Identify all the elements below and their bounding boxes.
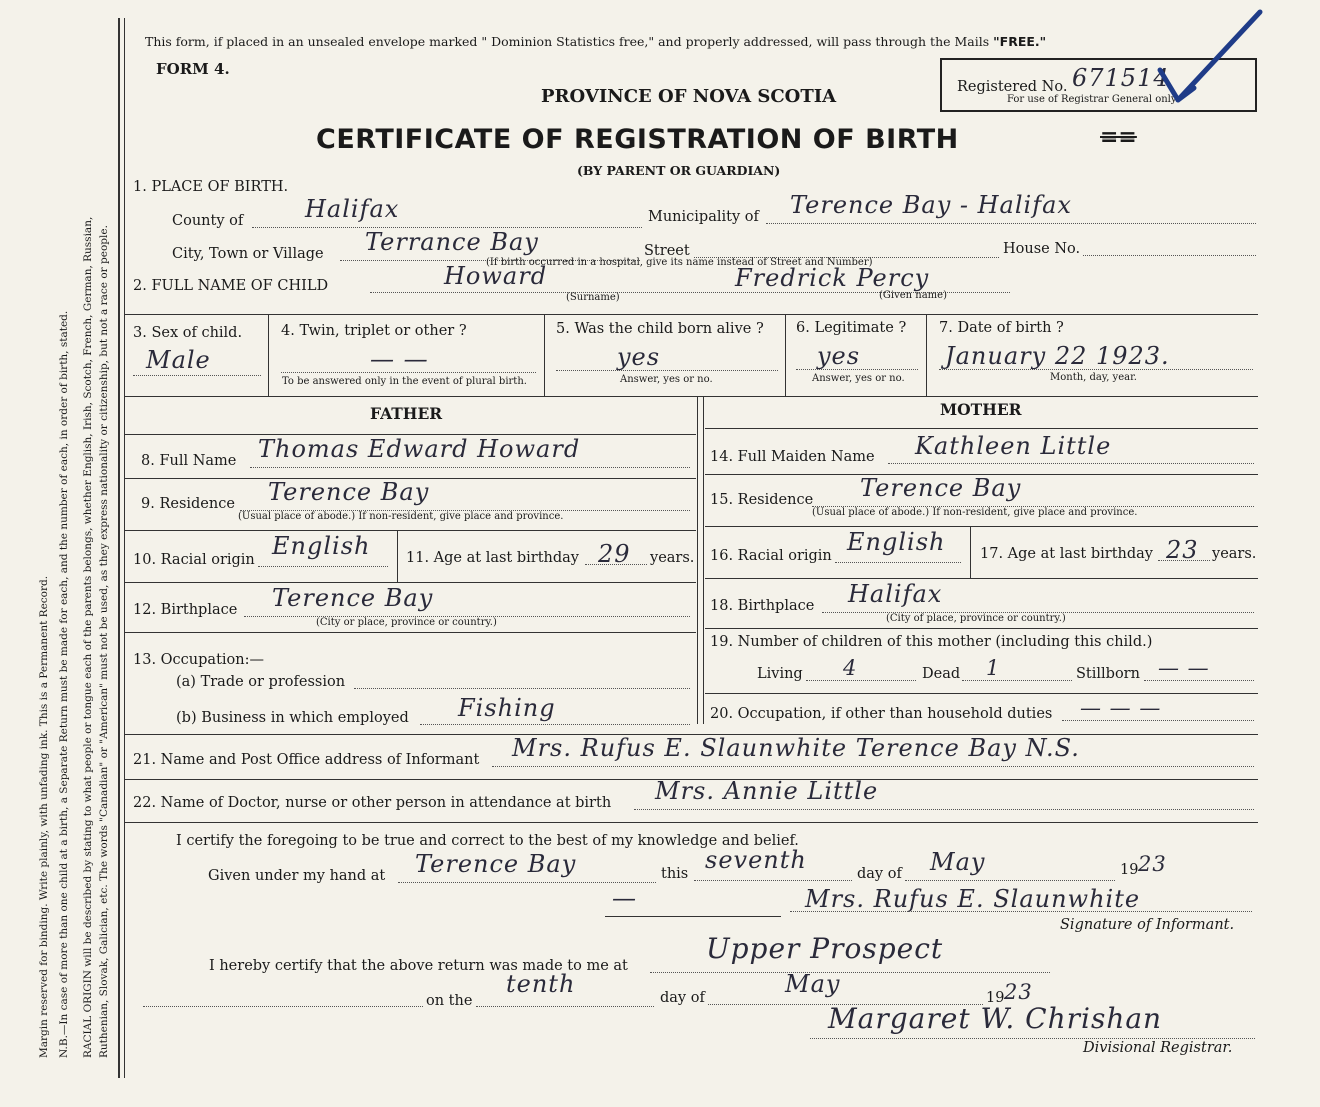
registrar-day-value: tenth — [506, 970, 576, 998]
certify-day-value: seventh — [705, 846, 807, 874]
mother-occupation-value: — — — — [1080, 696, 1162, 720]
father-residence-note: (Usual place of abode.) If non-resident, give place and province. — [238, 511, 564, 522]
this-label: this — [661, 866, 689, 882]
father-age-value: 29 — [598, 540, 631, 568]
binding-margin-line-inner — [124, 18, 125, 1078]
doctor-label: 22. Name of Doctor, nurse or other person in attendance at birth — [133, 795, 612, 811]
living-label: Living — [757, 666, 803, 682]
municipality-label: Municipality of — [648, 209, 759, 225]
mother-racial-value: English — [847, 528, 946, 556]
given-label: Given under my hand at — [208, 868, 386, 884]
father-birthplace-label: 12. Birthplace — [133, 602, 238, 618]
registrar-year-prefix: 19 — [986, 990, 1005, 1006]
twin-value: — — — [370, 345, 429, 373]
place-of-birth-label: 1. PLACE OF BIRTH. — [133, 179, 289, 195]
legitimate-value: yes — [817, 342, 861, 370]
certify-month-value: May — [930, 848, 986, 876]
mother-birthplace-value: Halifax — [848, 580, 943, 608]
registrar-note: For use of Registrar General only. — [1007, 94, 1179, 105]
hospital-note: (If birth occurred in a hospital, give its name instead of Street and Number) — [486, 257, 873, 268]
struck-mark: ≡≡ — [1100, 124, 1137, 150]
father-occupation-label: 13. Occupation:— — [133, 652, 264, 668]
father-residence-label: 9. Residence — [141, 496, 235, 512]
informant-mark: — — [612, 884, 637, 912]
margin-note-2: N.B.—In case of more than one child at a birth, a Separate Return must be made for each, and the number of each, in order of birth, stated. — [58, 310, 70, 1058]
house-label: House No. — [1003, 241, 1081, 257]
father-birthplace-note: (City or place, province or country.) — [316, 617, 497, 628]
registrar-place-value: Upper Prospect — [706, 932, 944, 965]
doctor-value: Mrs. Annie Little — [655, 777, 879, 805]
municipality-value: Terence Bay - Halifax — [790, 191, 1072, 219]
certify-year-prefix: 19 — [1120, 862, 1139, 878]
mail-notice: This form, if placed in an unsealed envelope marked " Dominion Statistics free," and properly addressed, will pass through the Mails "FREE." — [145, 34, 1047, 49]
binding-margin-line — [118, 18, 120, 1078]
registrar-year-value: 23 — [1004, 980, 1033, 1004]
registrar-dayof-label: day of — [660, 990, 705, 1006]
city-value: Terrance Bay — [365, 228, 539, 256]
mother-name-label: 14. Full Maiden Name — [710, 449, 875, 465]
mother-birthplace-label: 18. Birthplace — [710, 598, 815, 614]
father-name-label: 8. Full Name — [141, 453, 237, 469]
free-label: "FREE." — [993, 34, 1047, 49]
mother-residence-label: 15. Residence — [710, 492, 814, 508]
certificate-title: CERTIFICATE OF REGISTRATION OF BIRTH — [316, 124, 959, 155]
mother-years: years. — [1212, 546, 1257, 562]
certificate-subtitle: (BY PARENT OR GUARDIAN) — [577, 163, 781, 178]
child-name-label: 2. FULL NAME OF CHILD — [133, 278, 329, 294]
informant-mark-line — [605, 916, 781, 917]
alive-value: yes — [617, 343, 661, 371]
form-number: FORM 4. — [156, 60, 230, 78]
dob-value: January 22 1923. — [945, 342, 1170, 370]
father-name-value: Thomas Edward Howard — [258, 435, 581, 463]
mother-age-value: 23 — [1166, 536, 1199, 564]
margin-note-1: Margin reserved for binding. Write plainly, with unfading ink. This is a Permanent Record. — [38, 575, 50, 1058]
given-place-value: Terence Bay — [415, 850, 577, 878]
twin-label: 4. Twin, triplet or other ? — [281, 323, 467, 339]
father-business-label: (b) Business in which employed — [176, 710, 409, 726]
county-value: Halifax — [305, 195, 400, 223]
stillborn-value: — — — [1158, 656, 1210, 680]
mother-age-label: 17. Age at last birthday — [980, 546, 1153, 562]
surname-caption: (Surname) — [566, 292, 620, 303]
certify-statement: I certify the foregoing to be true and correct to the best of my knowledge and belief. — [176, 833, 799, 849]
registrar-month-value: May — [785, 970, 841, 998]
child-surname: Howard — [444, 262, 548, 290]
alive-note: Answer, yes or no. — [620, 374, 713, 385]
informant-signature: Mrs. Rufus E. Slaunwhite — [805, 885, 1141, 913]
mother-heading: MOTHER — [940, 400, 1022, 419]
stillborn-label: Stillborn — [1076, 666, 1140, 682]
father-business-value: Fishing — [458, 694, 556, 722]
county-label: County of — [172, 213, 244, 229]
informant-value: Mrs. Rufus E. Slaunwhite Terence Bay N.S. — [512, 734, 1080, 762]
father-age-label: 11. Age at last birthday — [406, 550, 579, 566]
informant-signature-label: Signature of Informant. — [1060, 917, 1235, 933]
margin-note-4: Ruthenian, Slovak, Galician, etc. The words "Canadian" or "American" must not be used, as they express nationality or citizenship, but not a race or people. — [98, 225, 110, 1058]
informant-label: 21. Name and Post Office address of Informant — [133, 752, 480, 768]
children-count-label: 19. Number of children of this mother (including this child.) — [710, 634, 1153, 650]
certify-year-value: 23 — [1138, 852, 1167, 876]
dob-label: 7. Date of birth ? — [939, 320, 1064, 336]
margin-note-3: RACIAL ORIGIN will be described by stating to what people or tongue each of the parents belongs, whether English, Irish, Scotch, French, German, Russian, — [82, 216, 94, 1058]
dead-value: 1 — [986, 656, 1001, 680]
child-given-name: Fredrick Percy — [735, 264, 930, 292]
father-racial-label: 10. Racial origin — [133, 552, 255, 568]
mother-birthplace-note: (City of place, province or country.) — [886, 613, 1066, 624]
check-mark-icon — [1150, 8, 1270, 108]
certify-dayof-label: day of — [857, 866, 902, 882]
father-trade-label: (a) Trade or profession — [176, 674, 346, 690]
father-birthplace-value: Terence Bay — [272, 584, 434, 612]
mother-residence-value: Terence Bay — [860, 474, 1022, 502]
dead-label: Dead — [922, 666, 961, 682]
on-the-label: on the — [426, 993, 473, 1009]
registered-label: Registered No. — [957, 79, 1068, 95]
living-value: 4 — [843, 656, 858, 680]
alive-label: 5. Was the child born alive ? — [556, 321, 764, 337]
legitimate-label: 6. Legitimate ? — [796, 320, 907, 336]
sex-value: Male — [146, 346, 211, 374]
father-heading: FATHER — [370, 404, 443, 423]
father-racial-value: English — [272, 532, 371, 560]
street-label: Street — [644, 243, 690, 259]
dob-note: Month, day, year. — [1050, 372, 1137, 383]
province-title: PROVINCE OF NOVA SCOTIA — [541, 86, 837, 107]
father-residence-value: Terence Bay — [268, 478, 430, 506]
mother-racial-label: 16. Racial origin — [710, 548, 832, 564]
father-years: years. — [650, 550, 695, 566]
divisional-registrar-label: Divisional Registrar. — [1083, 1040, 1233, 1056]
registered-value: 671514 — [1072, 64, 1170, 92]
mother-residence-note: (Usual place of abode.) If non-resident, give place and province. — [812, 507, 1138, 518]
registrar-statement: I hereby certify that the above return was made to me at — [209, 958, 628, 974]
mother-occupation-label: 20. Occupation, if other than household duties — [710, 706, 1053, 722]
twin-note: To be answered only in the event of plural birth. — [282, 376, 527, 387]
sex-label: 3. Sex of child. — [133, 325, 243, 341]
legitimate-note: Answer, yes or no. — [812, 373, 905, 384]
mother-name-value: Kathleen Little — [915, 432, 1112, 460]
city-label: City, Town or Village — [172, 246, 324, 262]
registrar-signature: Margaret W. Chrishan — [828, 1002, 1163, 1035]
given-name-caption: (Given name) — [879, 290, 947, 301]
